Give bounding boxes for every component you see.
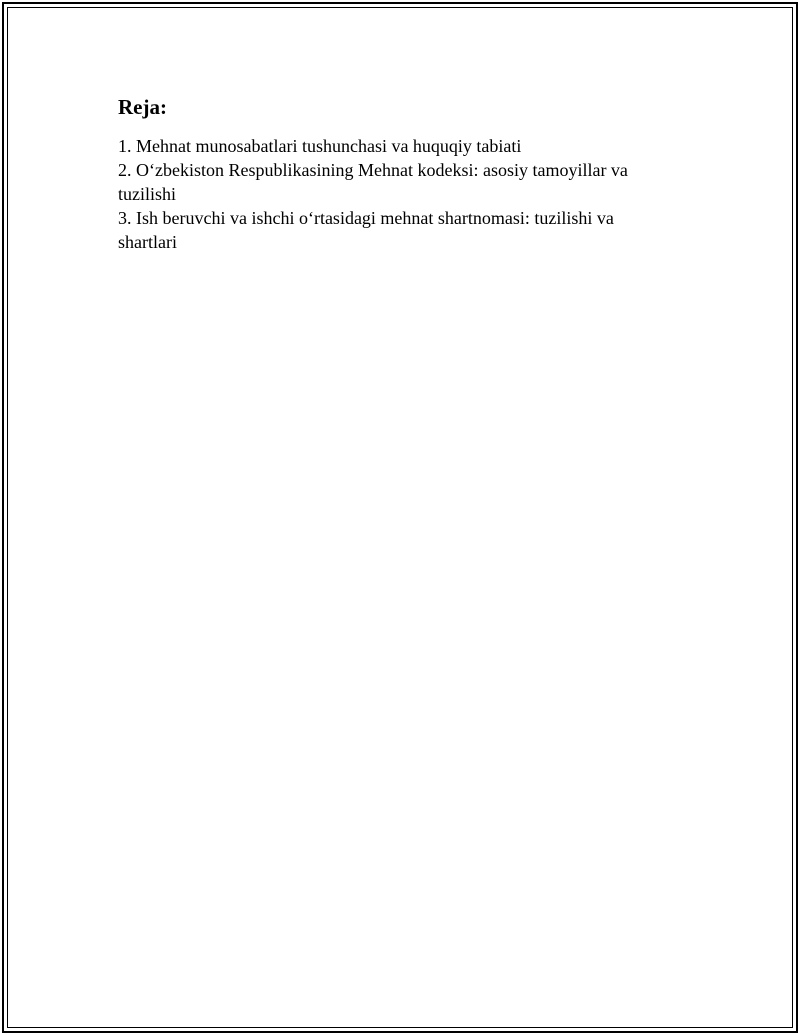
plan-heading: Reja: (118, 95, 167, 119)
plan-item-3: 3. Ish beruvchi va ishchi o‘rtasidagi mehnat shartnomasi: tuzilishi va shartlari (118, 208, 614, 252)
plan-item-1: 1. Mehnat munosabatlari tushunchasi va huquqiy tabiati (118, 136, 522, 156)
page-content (118, 94, 658, 254)
plan-item-2: 2. O‘zbekiston Respublikasining Mehnat kodeksi: asosiy tamoyillar va tuzilishi (118, 160, 628, 204)
plan-list (118, 134, 658, 254)
